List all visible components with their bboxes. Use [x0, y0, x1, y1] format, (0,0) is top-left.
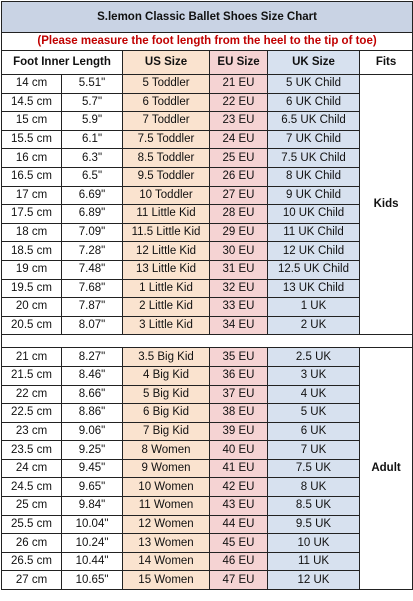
foot-length-cm: 22.5 cm — [2, 404, 62, 423]
foot-length-cm: 25.5 cm — [2, 515, 62, 534]
table-row — [2, 260, 413, 279]
foot-length-cm: 24 cm — [2, 459, 62, 478]
table-row — [2, 112, 413, 131]
eu-size: 25 EU — [210, 149, 268, 168]
foot-length-inch: 10.44" — [62, 552, 123, 571]
table-row — [2, 316, 413, 335]
foot-length-cm: 22 cm — [2, 385, 62, 404]
chart-title: S.lemon Classic Ballet Shoes Size Chart — [2, 2, 413, 33]
foot-length-inch: 5.51" — [62, 75, 123, 94]
size-chart-body — [2, 2, 413, 590]
table-row — [2, 298, 413, 317]
uk-size: 7.5 UK — [268, 459, 360, 478]
table-row — [2, 552, 413, 571]
foot-length-inch: 8.66" — [62, 385, 123, 404]
table-row — [2, 186, 413, 205]
table-row — [2, 422, 413, 441]
us-size: 13 Little Kid — [123, 260, 210, 279]
eu-size: 32 EU — [210, 279, 268, 298]
eu-size: 30 EU — [210, 242, 268, 261]
eu-size: 27 EU — [210, 186, 268, 205]
uk-size: 6 UK — [268, 422, 360, 441]
us-size: 11 Little Kid — [123, 205, 210, 224]
us-size: 13 Women — [123, 534, 210, 553]
foot-length-inch: 7.48" — [62, 260, 123, 279]
foot-length-inch: 8.86" — [62, 404, 123, 423]
foot-length-cm: 20 cm — [2, 298, 62, 317]
title-row — [2, 2, 413, 33]
foot-length-cm: 18.5 cm — [2, 242, 62, 261]
foot-length-cm: 14 cm — [2, 75, 62, 94]
foot-length-inch: 6.3" — [62, 149, 123, 168]
foot-length-inch: 7.28" — [62, 242, 123, 261]
foot-length-inch: 9.45" — [62, 459, 123, 478]
eu-size: 35 EU — [210, 348, 268, 367]
us-size: 3 Little Kid — [123, 316, 210, 335]
header-us-size: US Size — [123, 51, 210, 75]
foot-length-cm: 23 cm — [2, 422, 62, 441]
uk-size: 5 UK — [268, 404, 360, 423]
uk-size: 13 UK Child — [268, 279, 360, 298]
table-row — [2, 404, 413, 423]
foot-length-inch: 6.5" — [62, 167, 123, 186]
uk-size: 7 UK Child — [268, 130, 360, 149]
foot-length-inch: 6.69" — [62, 186, 123, 205]
foot-length-cm: 16.5 cm — [2, 167, 62, 186]
uk-size: 7 UK — [268, 441, 360, 460]
uk-size: 10 UK — [268, 534, 360, 553]
us-size: 11 Women — [123, 497, 210, 516]
foot-length-cm: 15.5 cm — [2, 130, 62, 149]
us-size: 14 Women — [123, 552, 210, 571]
foot-length-cm: 26.5 cm — [2, 552, 62, 571]
foot-length-cm: 24.5 cm — [2, 478, 62, 497]
header-uk-size: UK Size — [268, 51, 360, 75]
eu-size: 43 EU — [210, 497, 268, 516]
eu-size: 42 EU — [210, 478, 268, 497]
eu-size: 22 EU — [210, 93, 268, 112]
foot-length-cm: 15 cm — [2, 112, 62, 131]
size-chart — [1, 1, 412, 599]
uk-size: 9.5 UK — [268, 515, 360, 534]
fits-adult: Adult — [360, 348, 413, 590]
eu-size: 31 EU — [210, 260, 268, 279]
header-fits: Fits — [360, 51, 413, 75]
table-row — [2, 223, 413, 242]
table-row — [2, 478, 413, 497]
size-chart-table — [1, 1, 413, 590]
us-size: 7 Toddler — [123, 112, 210, 131]
uk-size: 11 UK — [268, 552, 360, 571]
eu-size: 39 EU — [210, 422, 268, 441]
us-size: 4 Big Kid — [123, 366, 210, 385]
us-size: 7 Big Kid — [123, 422, 210, 441]
table-row — [2, 205, 413, 224]
uk-size: 7.5 UK Child — [268, 149, 360, 168]
eu-size: 28 EU — [210, 205, 268, 224]
foot-length-cm: 25 cm — [2, 497, 62, 516]
foot-length-inch: 9.06" — [62, 422, 123, 441]
foot-length-inch: 9.25" — [62, 441, 123, 460]
table-row — [2, 515, 413, 534]
foot-length-cm: 14.5 cm — [2, 93, 62, 112]
section-divider-cell — [2, 335, 413, 348]
table-row — [2, 571, 413, 590]
eu-size: 24 EU — [210, 130, 268, 149]
foot-length-cm: 21 cm — [2, 348, 62, 367]
table-row — [2, 242, 413, 261]
eu-size: 41 EU — [210, 459, 268, 478]
us-size: 12 Women — [123, 515, 210, 534]
header-foot-length: Foot Inner Length — [2, 51, 123, 75]
uk-size: 4 UK — [268, 385, 360, 404]
eu-size: 46 EU — [210, 552, 268, 571]
us-size: 6 Toddler — [123, 93, 210, 112]
uk-size: 8.5 UK — [268, 497, 360, 516]
table-row — [2, 130, 413, 149]
eu-size: 21 EU — [210, 75, 268, 94]
uk-size: 2 UK — [268, 316, 360, 335]
eu-size: 40 EU — [210, 441, 268, 460]
eu-size: 23 EU — [210, 112, 268, 131]
foot-length-cm: 27 cm — [2, 571, 62, 590]
table-row — [2, 93, 413, 112]
uk-size: 10 UK Child — [268, 205, 360, 224]
us-size: 15 Women — [123, 571, 210, 590]
uk-size: 9 UK Child — [268, 186, 360, 205]
foot-length-cm: 19.5 cm — [2, 279, 62, 298]
header-eu-size: EU Size — [210, 51, 268, 75]
table-row — [2, 497, 413, 516]
header-row — [2, 51, 413, 75]
foot-length-cm: 19 cm — [2, 260, 62, 279]
table-row — [2, 167, 413, 186]
foot-length-cm: 16 cm — [2, 149, 62, 168]
table-row — [2, 366, 413, 385]
uk-size: 1 UK — [268, 298, 360, 317]
uk-size: 12 UK — [268, 571, 360, 590]
us-size: 11.5 Little Kid — [123, 223, 210, 242]
uk-size: 2.5 UK — [268, 348, 360, 367]
us-size: 1 Little Kid — [123, 279, 210, 298]
uk-size: 12.5 UK Child — [268, 260, 360, 279]
uk-size: 6.5 UK Child — [268, 112, 360, 131]
foot-length-cm: 20.5 cm — [2, 316, 62, 335]
us-size: 7.5 Toddler — [123, 130, 210, 149]
foot-length-inch: 7.09" — [62, 223, 123, 242]
foot-length-inch: 7.68" — [62, 279, 123, 298]
us-size: 2 Little Kid — [123, 298, 210, 317]
eu-size: 44 EU — [210, 515, 268, 534]
us-size: 3.5 Big Kid — [123, 348, 210, 367]
foot-length-inch: 6.1" — [62, 130, 123, 149]
table-row — [2, 385, 413, 404]
foot-length-inch: 10.04" — [62, 515, 123, 534]
section-divider — [2, 335, 413, 348]
us-size: 5 Big Kid — [123, 385, 210, 404]
foot-length-inch: 8.07" — [62, 316, 123, 335]
table-row — [2, 441, 413, 460]
eu-size: 47 EU — [210, 571, 268, 590]
uk-size: 12 UK Child — [268, 242, 360, 261]
eu-size: 34 EU — [210, 316, 268, 335]
eu-size: 37 EU — [210, 385, 268, 404]
note-row — [2, 33, 413, 51]
foot-length-cm: 17.5 cm — [2, 205, 62, 224]
foot-length-inch: 10.24" — [62, 534, 123, 553]
us-size: 8.5 Toddler — [123, 149, 210, 168]
uk-size: 8 UK — [268, 478, 360, 497]
foot-length-inch: 9.84" — [62, 497, 123, 516]
us-size: 9 Women — [123, 459, 210, 478]
eu-size: 33 EU — [210, 298, 268, 317]
uk-size: 8 UK Child — [268, 167, 360, 186]
uk-size: 11 UK Child — [268, 223, 360, 242]
measurement-note: (Please measure the foot length from the heel to the tip of toe) — [2, 33, 413, 51]
fits-kids: Kids — [360, 75, 413, 335]
foot-length-cm: 21.5 cm — [2, 366, 62, 385]
foot-length-cm: 23.5 cm — [2, 441, 62, 460]
foot-length-inch: 5.9" — [62, 112, 123, 131]
foot-length-cm: 18 cm — [2, 223, 62, 242]
table-row — [2, 75, 413, 94]
us-size: 10 Women — [123, 478, 210, 497]
eu-size: 36 EU — [210, 366, 268, 385]
foot-length-inch: 8.46" — [62, 366, 123, 385]
us-size: 10 Toddler — [123, 186, 210, 205]
eu-size: 38 EU — [210, 404, 268, 423]
eu-size: 26 EU — [210, 167, 268, 186]
foot-length-cm: 26 cm — [2, 534, 62, 553]
foot-length-inch: 7.87" — [62, 298, 123, 317]
eu-size: 29 EU — [210, 223, 268, 242]
uk-size: 5 UK Child — [268, 75, 360, 94]
foot-length-cm: 17 cm — [2, 186, 62, 205]
us-size: 9.5 Toddler — [123, 167, 210, 186]
foot-length-inch: 8.27" — [62, 348, 123, 367]
foot-length-inch: 9.65" — [62, 478, 123, 497]
us-size: 8 Women — [123, 441, 210, 460]
table-row — [2, 279, 413, 298]
table-row — [2, 348, 413, 367]
foot-length-inch: 5.7" — [62, 93, 123, 112]
us-size: 12 Little Kid — [123, 242, 210, 261]
uk-size: 6 UK Child — [268, 93, 360, 112]
us-size: 6 Big Kid — [123, 404, 210, 423]
table-row — [2, 534, 413, 553]
eu-size: 45 EU — [210, 534, 268, 553]
foot-length-inch: 10.65" — [62, 571, 123, 590]
table-row — [2, 149, 413, 168]
us-size: 5 Toddler — [123, 75, 210, 94]
table-row — [2, 459, 413, 478]
foot-length-inch: 6.89" — [62, 205, 123, 224]
uk-size: 3 UK — [268, 366, 360, 385]
